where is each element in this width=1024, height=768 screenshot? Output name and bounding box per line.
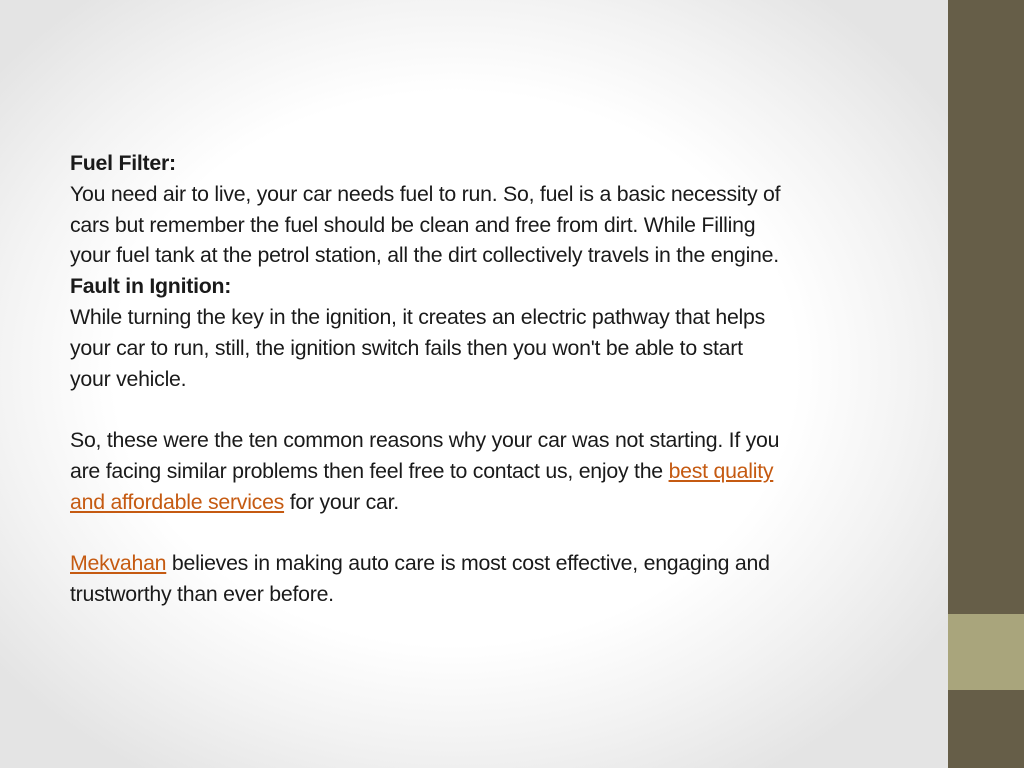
services-link-part-1[interactable]: best quality	[668, 458, 774, 483]
conclusion-line-2-text: are facing similar problems then feel free to contact us, enjoy the	[70, 458, 669, 483]
fault-ignition-line-3: your vehicle.	[70, 366, 187, 391]
closing-line-1-text: believes in making auto care is most cost effective, engaging and	[166, 551, 770, 576]
mekvahan-link[interactable]: Mekvahan	[70, 551, 167, 576]
fuel-filter-line-2: cars but remember the fuel should be clean and free from dirt. While Filling	[70, 212, 756, 237]
fuel-filter-heading: Fuel Filter:	[70, 151, 176, 175]
closing-line-1	[70, 548, 930, 579]
closing-line-2: trustworthy than ever before.	[70, 582, 334, 607]
fault-ignition-line-2: your car to run, still, the ignition switch fails then you won't be able to start	[70, 335, 743, 360]
paragraph-gap	[70, 518, 930, 549]
conclusion-line-3-text: for your car.	[284, 489, 399, 514]
conclusion-line-1: So, these were the ten common reasons why your car was not starting. If you	[70, 428, 780, 453]
fuel-filter-line-1: You need air to live, your car needs fuel to run. So, fuel is a basic necessity of	[70, 181, 781, 206]
services-link-part-2[interactable]: and affordable services	[70, 489, 285, 514]
side-accent-block	[948, 614, 1024, 690]
conclusion-line-2	[70, 456, 930, 487]
conclusion-line-3	[70, 487, 930, 518]
slide-text	[70, 148, 930, 610]
fault-ignition-line-1: While turning the key in the ignition, it creates an electric pathway that helps	[70, 304, 766, 329]
paragraph-gap	[70, 394, 930, 425]
fault-ignition-heading: Fault in Ignition:	[70, 274, 232, 299]
fuel-filter-line-3: your fuel tank at the petrol station, all the dirt collectively travels in the engine.	[70, 243, 779, 268]
